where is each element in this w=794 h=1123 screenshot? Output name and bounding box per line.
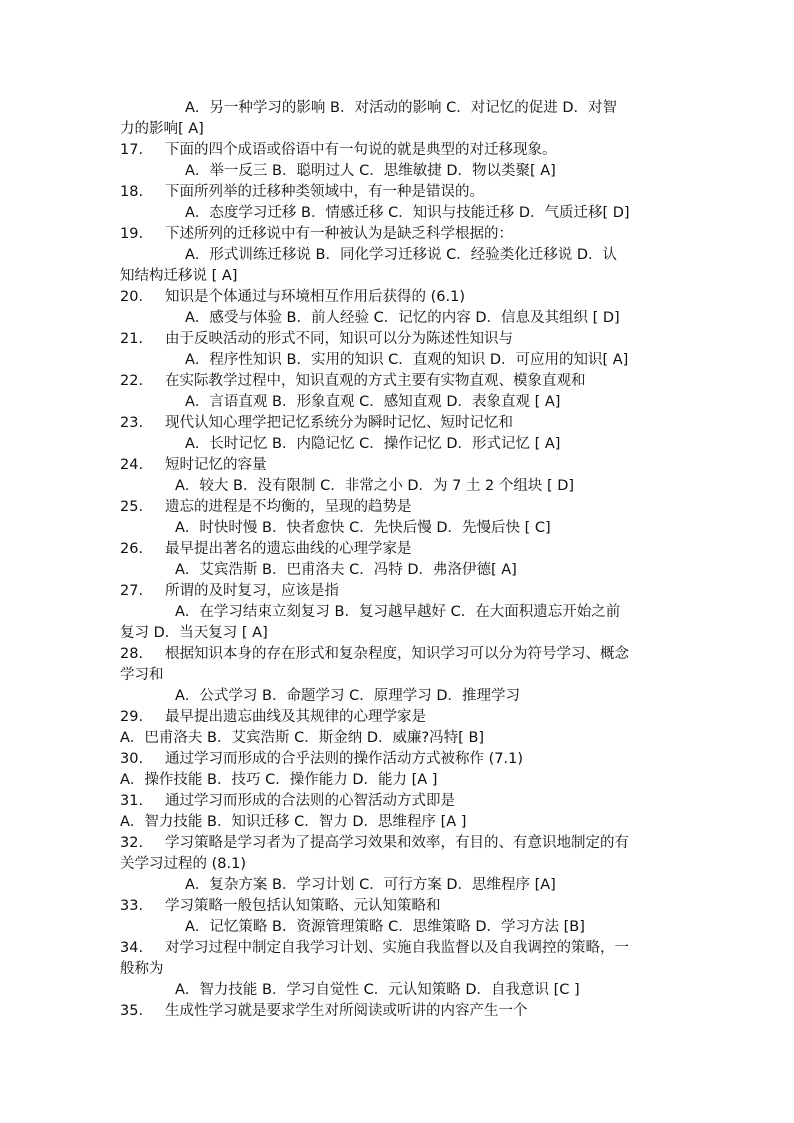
line-text: A．智力技能 B．学习自觉性 C．元认知策略 D．自我意识 [C ] (175, 982, 580, 998)
question-number: 24. (120, 457, 144, 473)
question-number: 19. (120, 226, 144, 242)
question-number: 18. (120, 184, 144, 200)
line-text: A．程序性知识 B．实用的知识 C．直观的知识 D．可应用的知识[ A] (185, 352, 629, 368)
question-text: 由于反映活动的形式不同，知识可以分为陈述性知识与 (165, 331, 513, 347)
question-text: 学习策略是学习者为了提高学习效果和效率，有目的、有意识地制定的有 (165, 835, 629, 851)
line-text: A．态度学习迁移 B．情感迁移 C．知识与技能迁移 D．气质迁移[ D] (185, 205, 630, 221)
line-text: A．在学习结束立刻复习 B．复习越早越好 C．在大面积遗忘开始之前 (175, 604, 621, 620)
question-text: 现代认知心理学把记忆系统分为瞬时记忆、短时记忆和 (165, 415, 513, 431)
question-number: 25. (120, 499, 144, 515)
line-text: A．形式训练迁移说 B．同化学习迁移说 C．经验类化迁移说 D．认 (185, 247, 617, 263)
question-text: 对学习过程中制定自我学习计划、实施自我监督以及自我调控的策略，一 (165, 940, 629, 956)
question-number: 35. (120, 1003, 144, 1019)
question-text: 知识是个体通过与环境相互作用后获得的 (6.1) (165, 289, 465, 305)
question-number: 22. (120, 373, 144, 389)
line-text: 关学习过程的 (8.1) (120, 856, 246, 872)
question-text: 学习策略一般包括认知策略、元认知策略和 (165, 898, 441, 914)
question-number: 17. (120, 142, 144, 158)
question-number: 29. (120, 709, 144, 725)
line-text: 知结构迁移说 [ A] (120, 268, 238, 284)
question-text: 下面的四个成语或俗语中有一句说的就是典型的对迁移现象。 (165, 142, 557, 158)
line-text: A．巴甫洛夫 B．艾宾浩斯 C．斯金纳 D．威廉?冯特[ B] (120, 730, 485, 746)
question-text: 在实际教学过程中，知识直观的方式主要有实物直观、模象直观和 (165, 373, 586, 389)
line-text: A．艾宾浩斯 B．巴甫洛夫 C．冯特 D．弗洛伊德[ A] (175, 562, 517, 578)
question-text: 通过学习而形成的合乎法则的操作活动方式被称作 (7.1) (165, 751, 523, 767)
question-text: 下述所列的迁移说中有一种被认为是缺乏科学根据的： (165, 226, 513, 242)
question-text: 所谓的及时复习，应该是指 (165, 583, 339, 599)
line-text: 复习 D．当天复习 [ A] (120, 625, 268, 641)
line-text: A．另一种学习的影响 B．对活动的影响 C．对记忆的促进 D．对智 (185, 100, 617, 116)
question-text: 遗忘的进程是不均衡的，呈现的趋势是 (165, 499, 412, 515)
question-number: 23. (120, 415, 144, 431)
question-text: 最早提出遗忘曲线及其规律的心理学家是 (165, 709, 426, 725)
line-text: A．记忆策略 B．资源管理策略 C．思维策略 D．学习方法 [B] (185, 919, 585, 935)
question-number: 32. (120, 835, 144, 851)
line-text: A．操作技能 B．技巧 C．操作能力 D．能力 [A ] (120, 772, 438, 788)
question-text: 生成性学习就是要求学生对所阅读或听讲的内容产生一个 (165, 1003, 528, 1019)
question-text: 下面所列举的迁移种类领域中，有一种是错误的。 (165, 184, 484, 200)
line-text: A．时快时慢 B．快者愈快 C．先快后慢 D．先慢后快 [ C] (175, 520, 551, 536)
line-text: A．长时记忆 B．内隐记忆 C．操作记忆 D．形式记忆 [ A] (185, 436, 561, 452)
line-text: A．较大 B．没有限制 C．非常之小 D．为 7 土 2 个组块 [ D] (175, 478, 575, 494)
line-text: A．举一反三 B．聪明过人 C．思维敏捷 D．物以类聚[ A] (185, 163, 556, 179)
question-number: 21. (120, 331, 144, 347)
question-number: 33. (120, 898, 144, 914)
question-number: 28. (120, 646, 144, 662)
question-number: 34. (120, 940, 144, 956)
question-text: 通过学习而形成的合法则的心智活动方式即是 (165, 793, 455, 809)
line-text: 学习和 (120, 667, 164, 683)
question-text: 最早提出著名的遗忘曲线的心理学家是 (165, 541, 412, 557)
line-text: A．智力技能 B．知识迁移 C．智力 D．思维程序 [A ] (120, 814, 467, 830)
line-text: 力的影响[ A] (120, 121, 204, 137)
question-number: 31. (120, 793, 144, 809)
question-number: 30. (120, 751, 144, 767)
line-text: A．言语直观 B．形象直观 C．感知直观 D．表象直观 [ A] (185, 394, 561, 410)
line-text: A．感受与体验 B．前人经验 C．记忆的内容 D．信息及其组织 [ D] (185, 310, 620, 326)
question-text: 短时记忆的容量 (165, 457, 267, 473)
line-text: A．公式学习 B．命题学习 C．原理学习 D．推理学习 (175, 688, 520, 704)
question-text: 根据知识本身的存在形式和复杂程度，知识学习可以分为符号学习、概念 (165, 646, 629, 662)
question-number: 20. (120, 289, 144, 305)
line-text: 般称为 (120, 961, 164, 977)
question-number: 26. (120, 541, 144, 557)
line-text: A．复杂方案 B．学习计划 C．可行方案 D．思维程序 [A] (185, 877, 556, 893)
question-number: 27. (120, 583, 144, 599)
